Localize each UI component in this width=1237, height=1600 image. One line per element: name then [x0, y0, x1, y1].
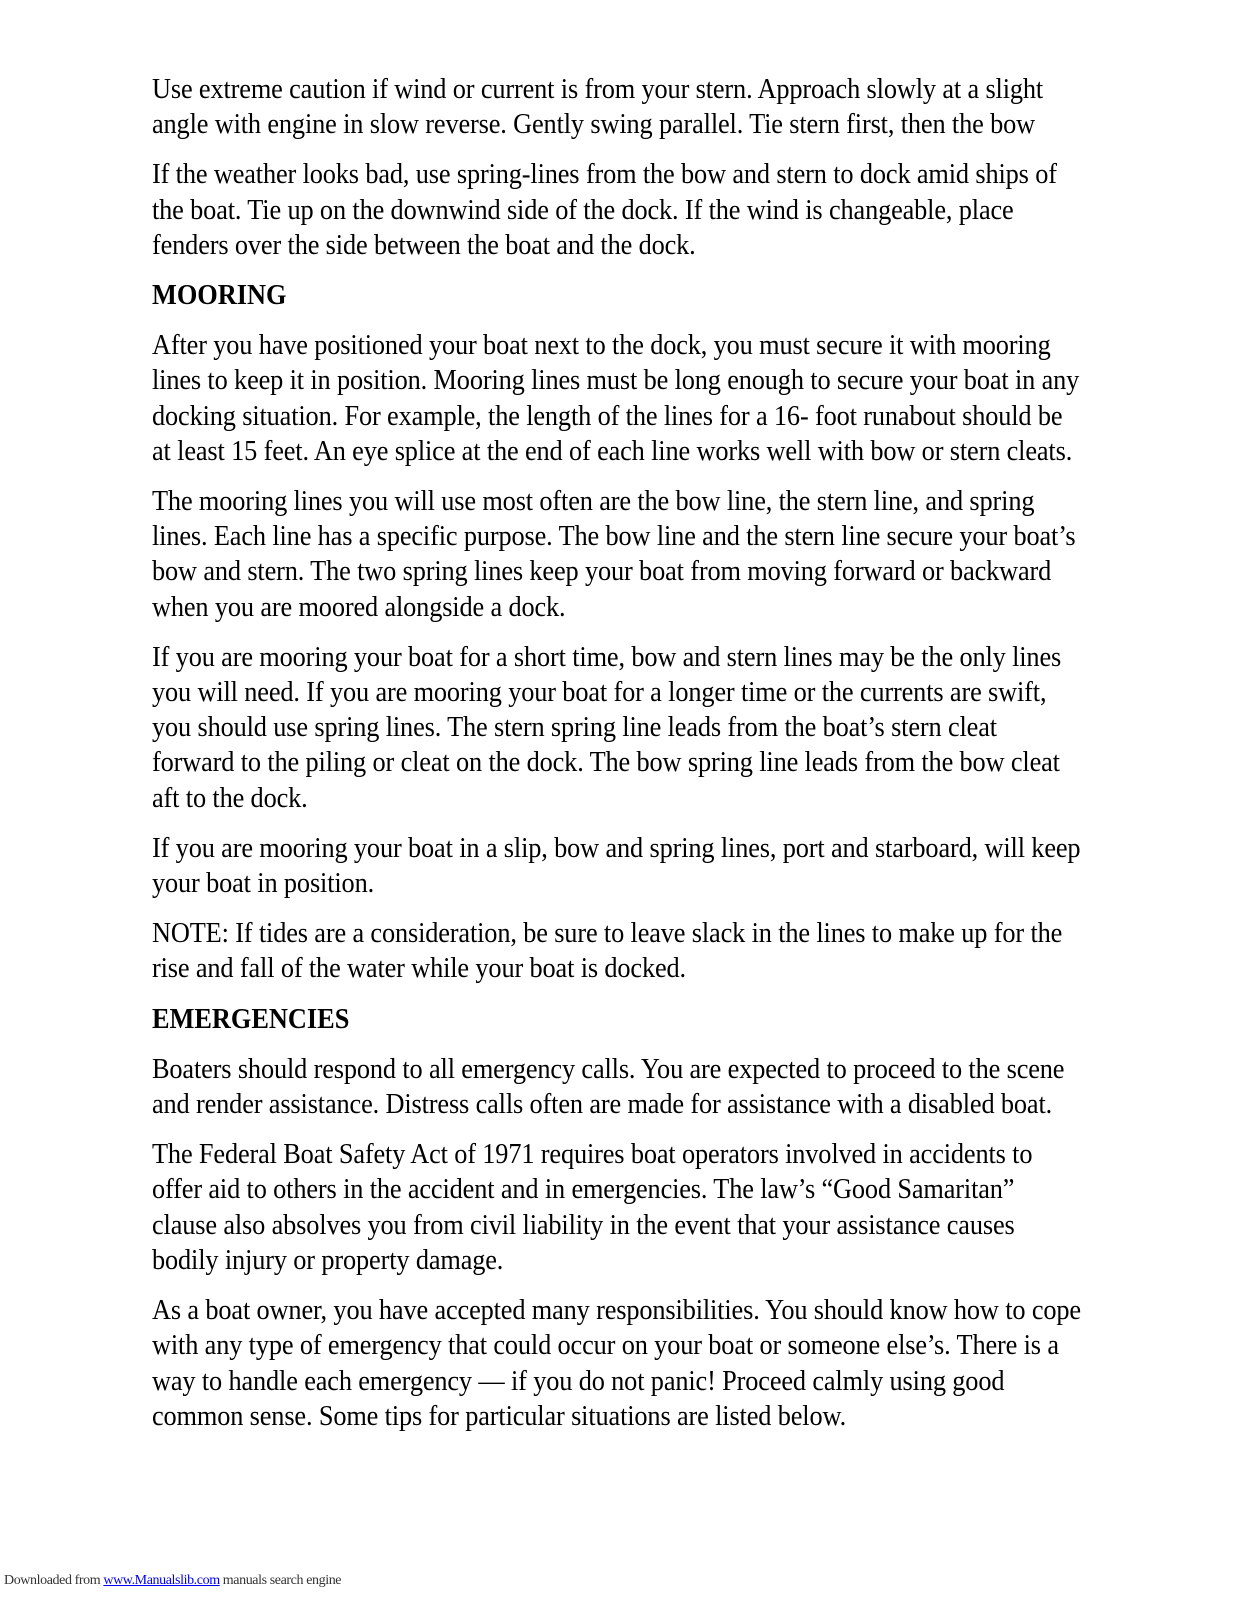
paragraph-bad-weather: If the weather looks bad, use spring-lines from the bow and stern to dock amid ships of the boat. Tie up on the downwind side of the dock. If the wind is changeable, place fenders over the side between the boat and the dock. [152, 159, 1057, 261]
footer-prefix: Downloaded from [4, 1573, 104, 1588]
document-page [152, 72, 1082, 1449]
paragraph-responsibilities: As a boat owner, you have accepted many responsibilities. You should know how to cope with any type of emergency that could occur on your boat or someone else’s. There is a way to handle each emergency — if you do not panic! Proceed calmly using good common sense. Some tips for particular situations are listed below. [152, 1295, 1081, 1432]
footer-suffix: manuals search engine [219, 1573, 342, 1588]
heading-mooring: MOORING [152, 280, 287, 312]
paragraph-spring-lines: If you are mooring your boat for a short time, bow and stern lines may be the only lines you will need. If you are mooring your boat for a longer time or the currents are swift, you should use spring lines. The stern spring line leads from the boat’s stern cleat forward to the piling or cleat on the dock. The bow spring line leads from the bow cleat aft to the dock. [152, 641, 1062, 814]
paragraph-mooring-lines: After you have positioned your boat next to the dock, you must secure it with mooring lines to keep it in position. Mooring lines must be long enough to secure your boat in any docking situation. For example, the length of the lines for a 16- foot runabout should be at least 15 feet. An eye splice at the end of each line works well with bow or stern cleats. [152, 330, 1080, 467]
heading-emergencies: EMERGENCIES [152, 1003, 350, 1035]
paragraph-line-purposes: The mooring lines you will use most often are the bow line, the stern line, and spring lines. Each line has a specific purpose. The bow line and the stern line secure your boat’s bow and stern. The two spring lines keep your boat from moving forward or backward when you are moored alongside a dock. [152, 486, 1076, 623]
paragraph-federal-act: The Federal Boat Safety Act of 1971 requires boat operators involved in accidents to offer aid to others in the accident and in emergencies. The law’s “Good Samaritan” clause also absolves you from civil liability in the event that your assistance causes bodily injury or property damage. [152, 1139, 1033, 1276]
manualslib-link[interactable]: www.Manualslib.com [103, 1573, 220, 1588]
paragraph-slip-mooring: If you are mooring your boat in a slip, bow and spring lines, port and starboard, will keep your boat in position. [152, 832, 1081, 900]
download-footer [4, 1572, 341, 1590]
paragraph-tides-note: NOTE: If tides are a consideration, be sure to leave slack in the lines to make up for the rise and fall of the water while your boat is docked. [152, 918, 1063, 985]
paragraph-stern-docking: Use extreme caution if wind or current is from your stern. Approach slowly at a slight angle with engine in slow reverse. Gently swing parallel. Tie stern first, then the bow [152, 74, 1044, 141]
paragraph-emergency-calls: Boaters should respond to all emergency calls. You are expected to proceed to the scene and render assistance. Distress calls often are made for assistance with a disabled boat. [152, 1053, 1065, 1121]
